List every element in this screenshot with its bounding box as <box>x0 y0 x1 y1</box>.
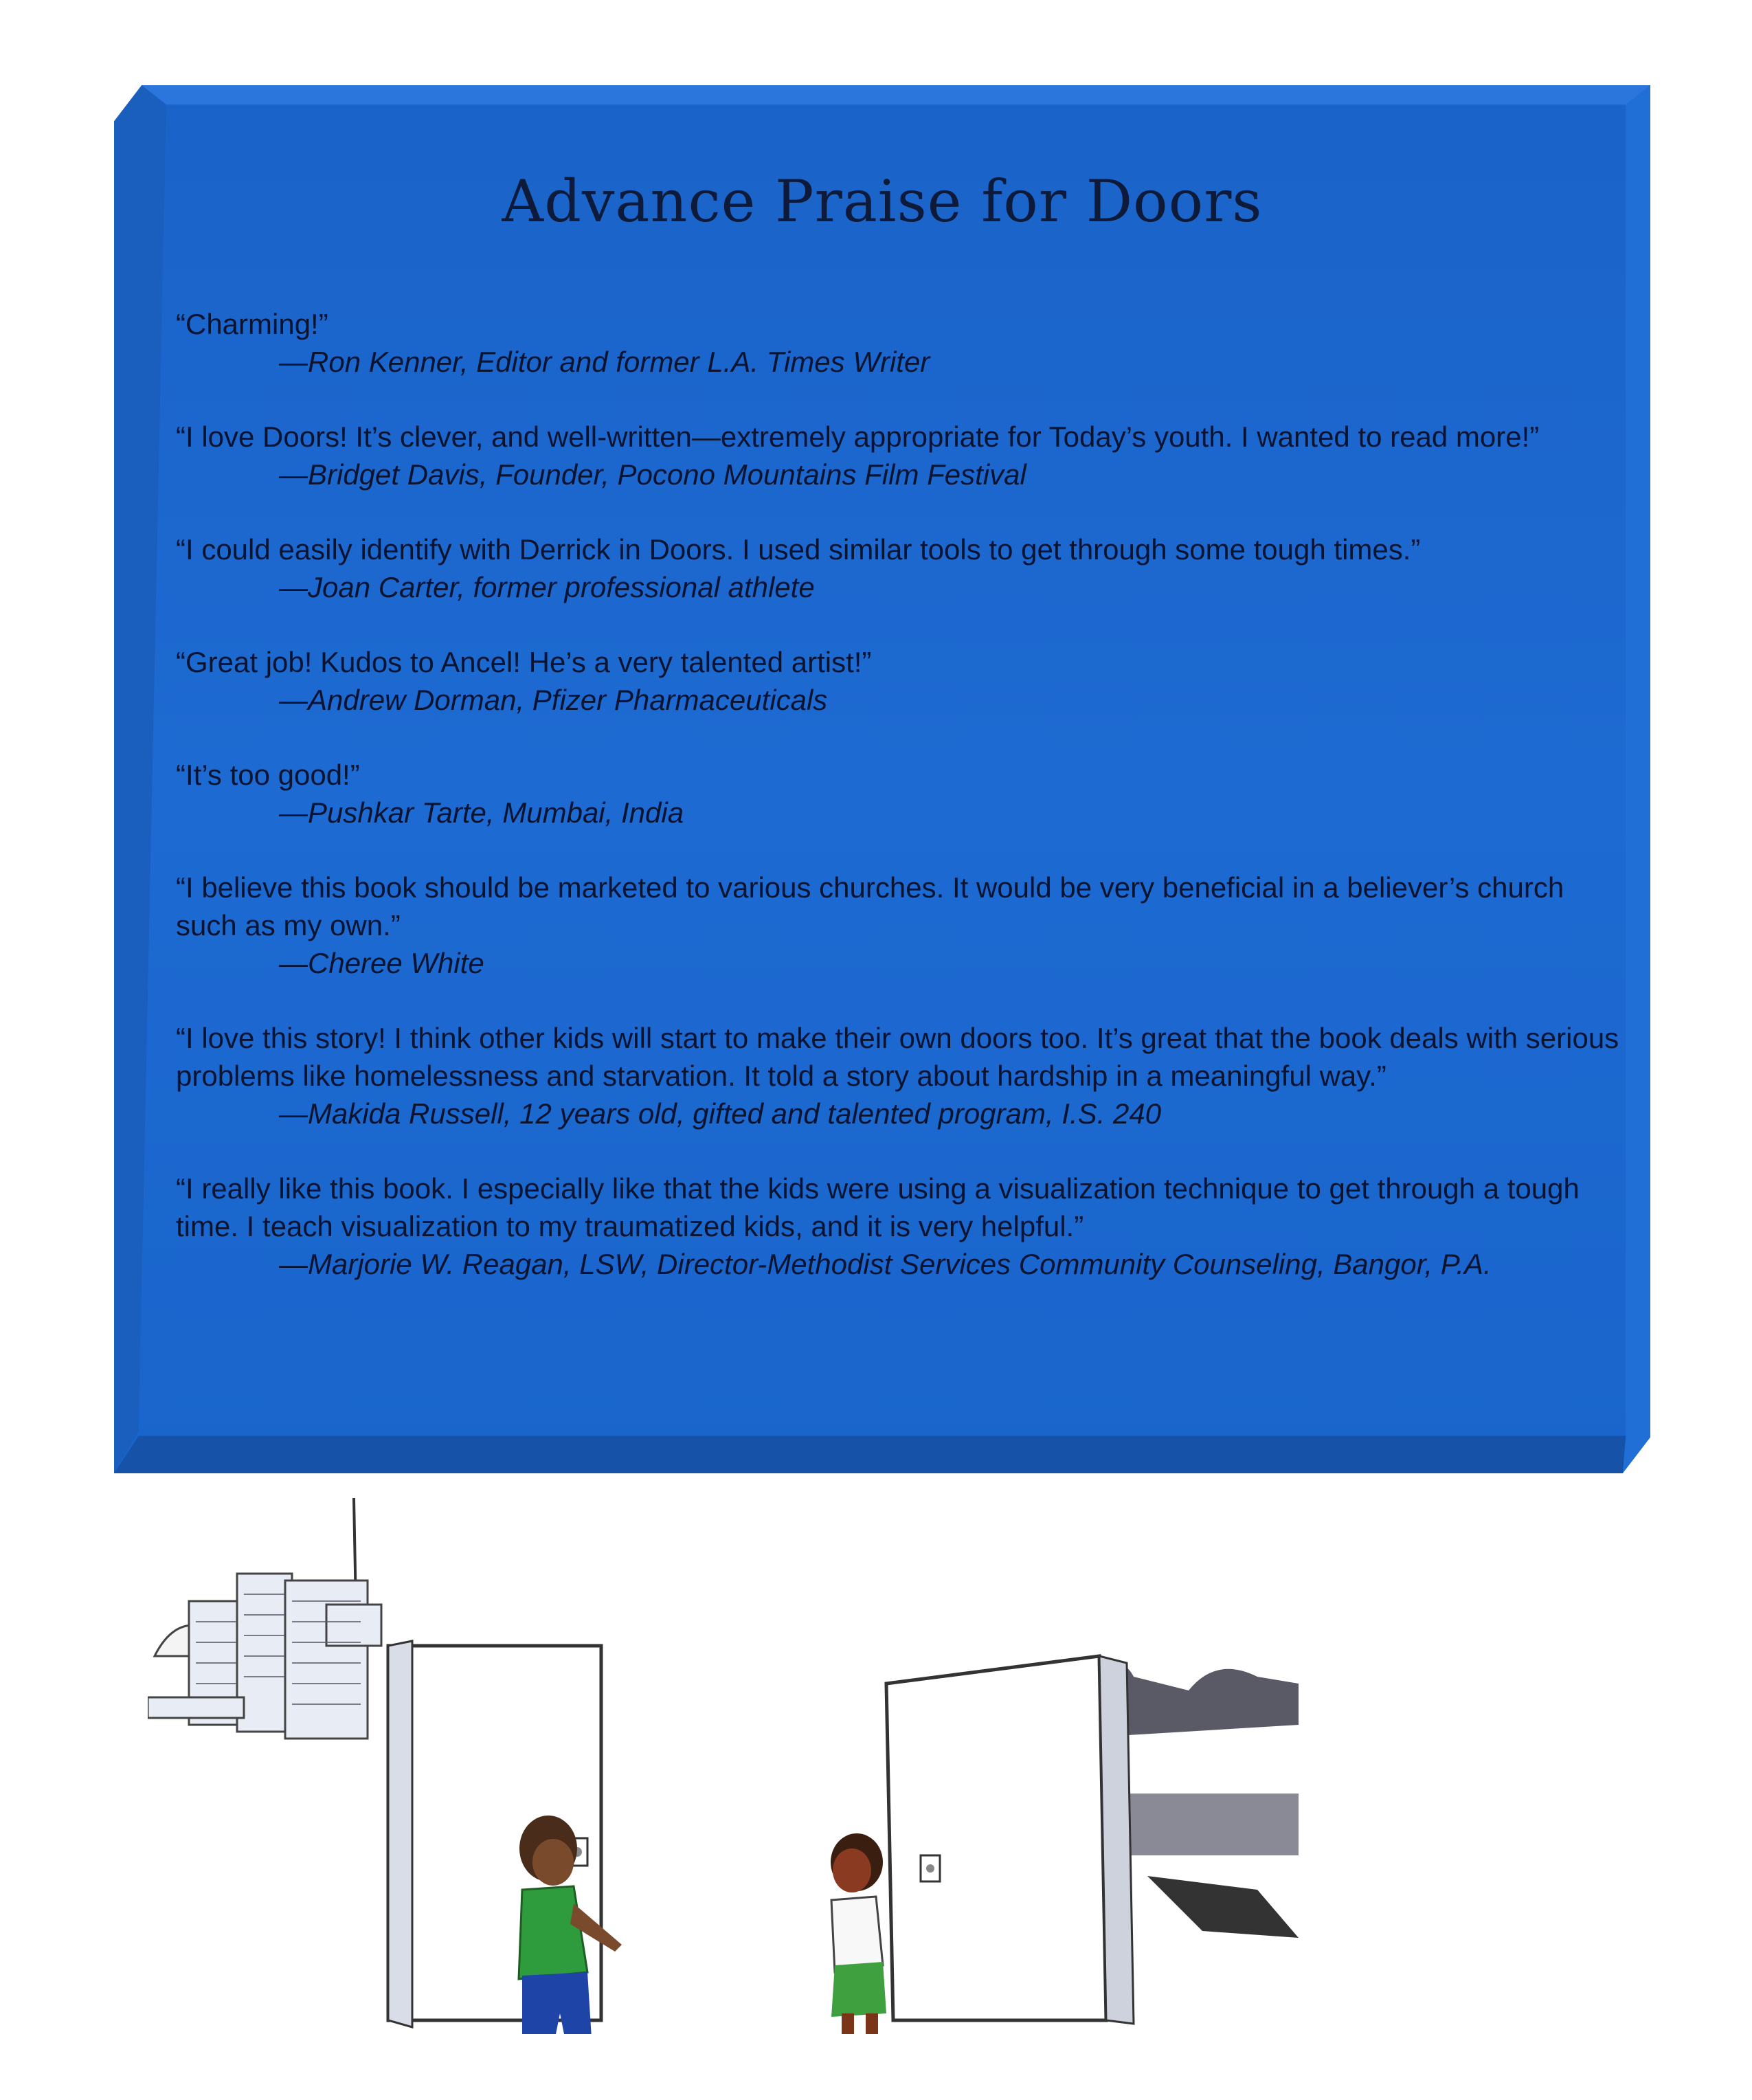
quote-attribution: —Bridget Davis, Founder, Pocono Mountains Film Festival <box>279 458 1026 491</box>
quote-item <box>176 418 1632 493</box>
quote-attribution: —Pushkar Tarte, Mumbai, India <box>279 796 684 829</box>
quote-text: “I love Doors! It’s clever, and well-written—extremely appropriate for Today’s youth. I wanted to read more!” <box>176 421 1540 453</box>
quote-item <box>176 305 1632 381</box>
quote-attribution: —Marjorie W. Reagan, LSW, Director-Methodist Services Community Counseling, Bangor, P.A. <box>279 1248 1492 1280</box>
quote-text: “It’s too good!” <box>176 759 360 791</box>
quote-item <box>176 1019 1632 1132</box>
illustration-city-door <box>148 1491 629 2034</box>
landscape-door-drawing <box>776 1491 1299 2034</box>
quote-attribution: —Andrew Dorman, Pfizer Pharmaceuticals <box>279 684 828 716</box>
page-title: Advance Praise for Doors <box>502 168 1263 235</box>
quote-attribution: —Makida Russell, 12 years old, gifted and talented program, I.S. 240 <box>279 1097 1162 1130</box>
quote-item <box>176 869 1632 982</box>
quote-text: “I could easily identify with Derrick in Doors. I used similar tools to get through some tough times.” <box>176 533 1421 566</box>
quote-item <box>176 643 1632 719</box>
quote-text: “I believe this book should be marketed to various churches. It would be very beneficial in a believer’s church such as my own.” <box>176 871 1564 941</box>
quote-text: “I love this story! I think other kids will start to make their own doors too. It’s great that the book deals with serious problems like homelessness and starvation. It told a story about hardship in a meaningful way.” <box>176 1022 1619 1092</box>
quote-list <box>176 305 1632 1320</box>
quote-text: “Charming!” <box>176 308 328 340</box>
quote-text: “I really like this book. I especially like that the kids were using a visualization technique to get through a tough time. I teach visualization to my traumatized kids, and it is very helpful.” <box>176 1172 1580 1242</box>
quote-item <box>176 1170 1632 1283</box>
quote-text: “Great job! Kudos to Ancel! He’s a very talented artist!” <box>176 646 872 678</box>
city-door-drawing <box>148 1491 629 2034</box>
praise-panel <box>114 85 1650 1473</box>
quote-attribution: —Cheree White <box>279 947 484 979</box>
quote-item <box>176 530 1632 606</box>
illustration-landscape-door <box>776 1491 1299 2034</box>
quote-item <box>176 756 1632 831</box>
quote-attribution: —Ron Kenner, Editor and former L.A. Times Writer <box>279 346 930 378</box>
quote-attribution: —Joan Carter, former professional athlete <box>279 571 815 603</box>
